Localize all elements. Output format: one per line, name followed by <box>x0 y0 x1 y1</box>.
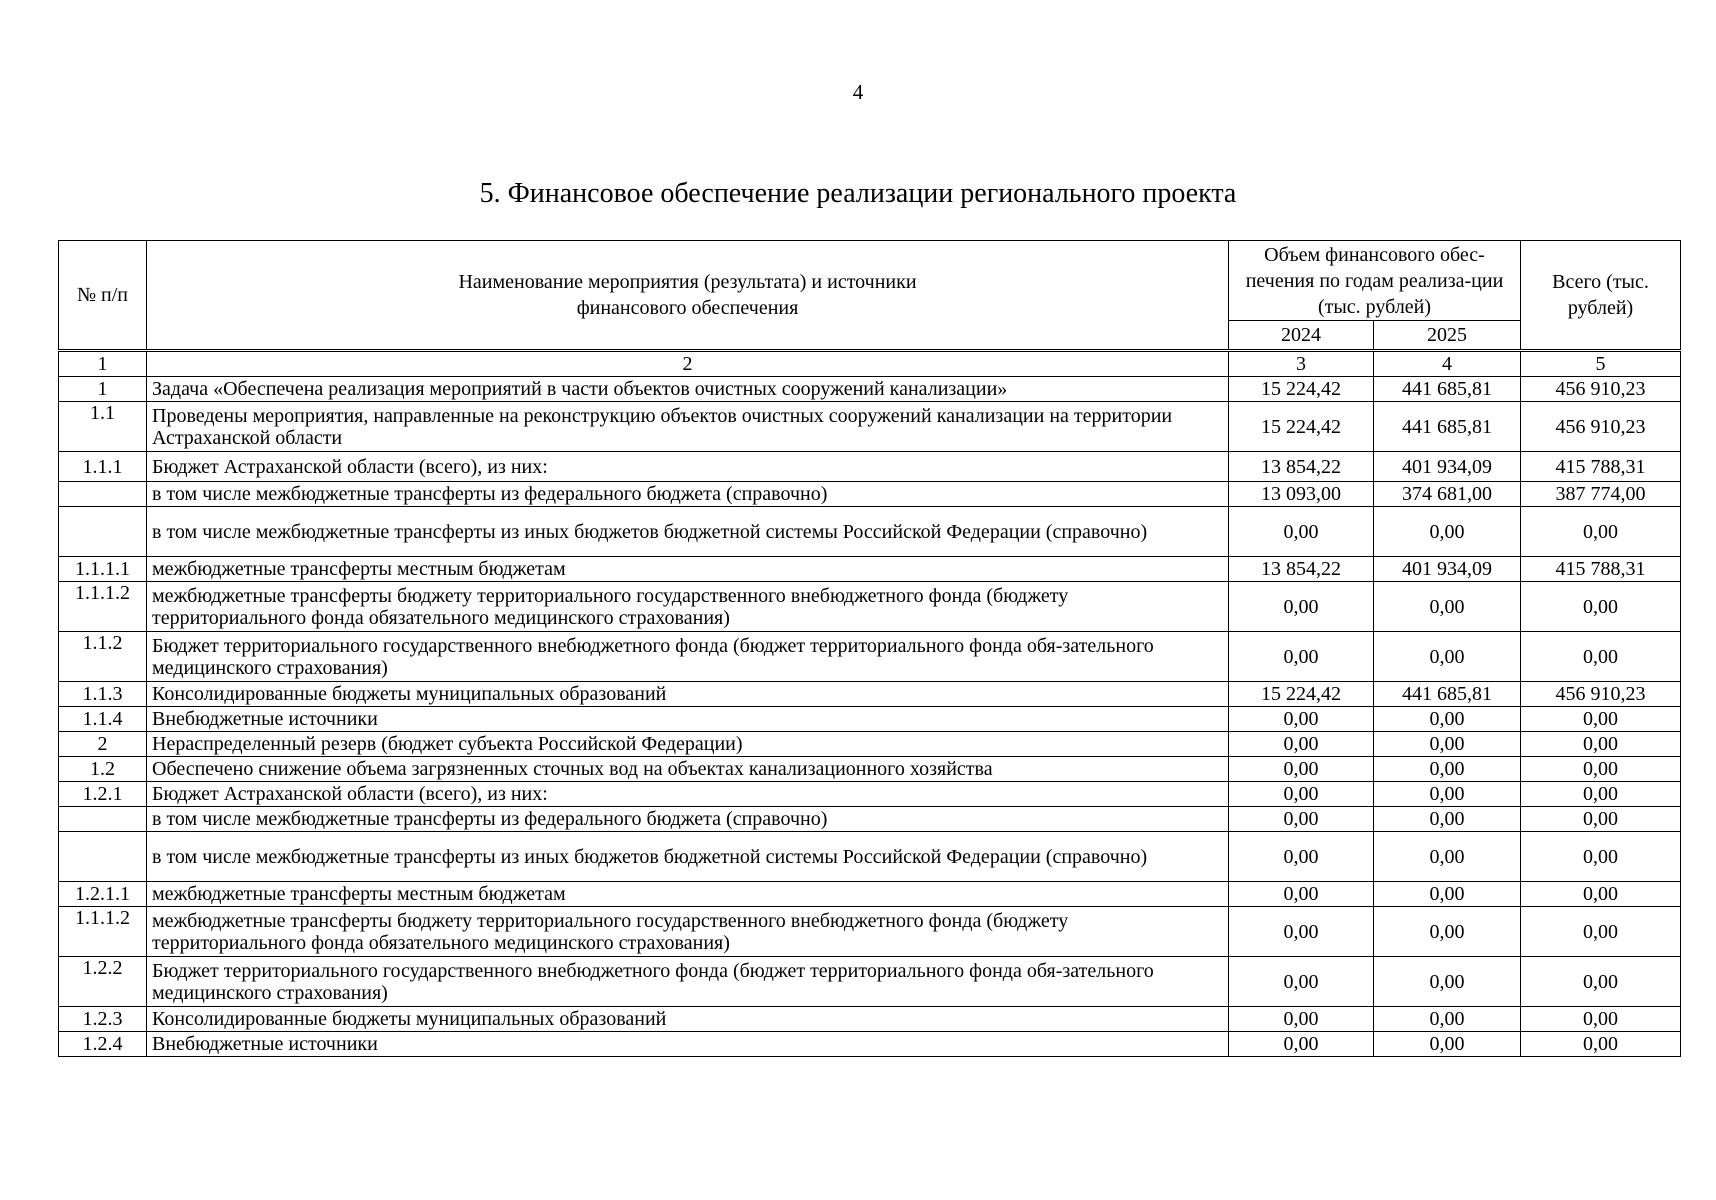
row-value-2025: 0,00 <box>1374 1032 1521 1057</box>
row-num: 1.1.1 <box>59 452 147 482</box>
row-value-2024: 13 854,22 <box>1229 452 1374 482</box>
row-total: 0,00 <box>1521 807 1681 832</box>
row-value-2024: 0,00 <box>1229 732 1374 757</box>
row-value-2024: 15 224,42 <box>1229 402 1374 452</box>
table-row <box>59 682 1681 707</box>
row-num: 1.1.1.2 <box>59 907 147 957</box>
row-value-2024: 15 224,42 <box>1229 682 1374 707</box>
row-value-2025: 0,00 <box>1374 832 1521 882</box>
row-name: Консолидированные бюджеты муниципальных образований <box>147 1007 1229 1032</box>
row-value-2025: 0,00 <box>1374 807 1521 832</box>
row-value-2024: 0,00 <box>1229 832 1374 882</box>
row-num: 1.1.1.2 <box>59 582 147 632</box>
row-value-2024: 0,00 <box>1229 1032 1374 1057</box>
row-total: 0,00 <box>1521 757 1681 782</box>
header-name-line1: Наименование мероприятия (результата) и источники <box>458 271 917 293</box>
row-num: 1.1.1.1 <box>59 557 147 582</box>
table-row <box>59 782 1681 807</box>
table-row <box>59 507 1681 557</box>
table-row <box>59 882 1681 907</box>
row-value-2025: 0,00 <box>1374 582 1521 632</box>
row-num <box>59 507 147 557</box>
header-total: Всего (тыс. рублей) <box>1521 241 1681 351</box>
row-num: 1.2.1 <box>59 782 147 807</box>
row-name: Бюджет территориального государственного внебюджетного фонда (бюджет территориального фонда обя-зательного медицинского страхования) <box>147 957 1229 1007</box>
row-total: 0,00 <box>1521 1007 1681 1032</box>
header-name-line2: финансового обеспечения <box>576 297 799 319</box>
header-year-2024: 2024 <box>1229 321 1374 351</box>
row-total: 0,00 <box>1521 882 1681 907</box>
row-total: 0,00 <box>1521 707 1681 732</box>
row-value-2025: 0,00 <box>1374 907 1521 957</box>
header-num: № п/п <box>59 241 147 351</box>
row-total: 0,00 <box>1521 582 1681 632</box>
row-value-2025: 0,00 <box>1374 782 1521 807</box>
row-total: 456 910,23 <box>1521 402 1681 452</box>
column-number: 3 <box>1229 351 1374 377</box>
row-value-2024: 0,00 <box>1229 632 1374 682</box>
row-total: 0,00 <box>1521 907 1681 957</box>
row-value-2025: 0,00 <box>1374 757 1521 782</box>
row-value-2025: 441 685,81 <box>1374 377 1521 402</box>
row-num: 1.1 <box>59 402 147 452</box>
row-value-2024: 0,00 <box>1229 707 1374 732</box>
row-total: 0,00 <box>1521 632 1681 682</box>
row-total: 456 910,23 <box>1521 682 1681 707</box>
row-value-2025: 0,00 <box>1374 1007 1521 1032</box>
row-num: 1.1.4 <box>59 707 147 732</box>
row-name: Бюджет территориального государственного внебюджетного фонда (бюджет территориального фонда обя-зательного медицинского страхования) <box>147 632 1229 682</box>
table-row <box>59 557 1681 582</box>
row-num: 1 <box>59 377 147 402</box>
table-row <box>59 377 1681 402</box>
row-num: 1.2.1.1 <box>59 882 147 907</box>
table-row <box>59 402 1681 452</box>
row-total: 415 788,31 <box>1521 557 1681 582</box>
row-value-2024: 15 224,42 <box>1229 377 1374 402</box>
row-value-2025: 0,00 <box>1374 732 1521 757</box>
row-num: 1.2 <box>59 757 147 782</box>
row-total: 0,00 <box>1521 832 1681 882</box>
row-name: Проведены мероприятия, направленные на реконструкцию объектов очистных сооружений канализации на территории Астраханской области <box>147 402 1229 452</box>
table-row <box>59 757 1681 782</box>
row-name: межбюджетные трансферты бюджету территориального государственного внебюджетного фонда (бюджету территориального фонда обязательного медицинского страхования) <box>147 907 1229 957</box>
table-row <box>59 482 1681 507</box>
row-value-2025: 441 685,81 <box>1374 682 1521 707</box>
table-row <box>59 1032 1681 1057</box>
row-value-2024: 13 093,00 <box>1229 482 1374 507</box>
row-num: 1.1.2 <box>59 632 147 682</box>
column-number: 4 <box>1374 351 1521 377</box>
row-num: 1.2.2 <box>59 957 147 1007</box>
row-num <box>59 807 147 832</box>
row-num: 1.2.4 <box>59 1032 147 1057</box>
row-num <box>59 482 147 507</box>
column-number: 1 <box>59 351 147 377</box>
row-value-2025: 441 685,81 <box>1374 402 1521 452</box>
row-name: Обеспечено снижение объема загрязненных сточных вод на объектах канализационного хозяйства <box>147 757 1229 782</box>
row-name: в том числе межбюджетные трансферты из федерального бюджета (справочно) <box>147 807 1229 832</box>
row-value-2025: 0,00 <box>1374 632 1521 682</box>
row-value-2025: 401 934,09 <box>1374 452 1521 482</box>
row-name: Задача «Обеспечена реализация мероприятий в части объектов очистных сооружений канализации» <box>147 377 1229 402</box>
row-name: межбюджетные трансферты местным бюджетам <box>147 557 1229 582</box>
financing-table <box>58 240 1681 1057</box>
row-value-2024: 0,00 <box>1229 807 1374 832</box>
row-total: 415 788,31 <box>1521 452 1681 482</box>
table-row <box>59 707 1681 732</box>
table-row <box>59 732 1681 757</box>
row-value-2025: 0,00 <box>1374 882 1521 907</box>
row-num: 2 <box>59 732 147 757</box>
table-row <box>59 957 1681 1007</box>
row-name: Нераспределенный резерв (бюджет субъекта Российской Федерации) <box>147 732 1229 757</box>
row-name: Бюджет Астраханской области (всего), из них: <box>147 452 1229 482</box>
row-value-2025: 0,00 <box>1374 707 1521 732</box>
row-name: Внебюджетные источники <box>147 1032 1229 1057</box>
row-value-2025: 374 681,00 <box>1374 482 1521 507</box>
header-name <box>147 241 1229 351</box>
header-volume: Объем финансового обес-печения по годам реализа-ции (тыс. рублей) <box>1229 241 1521 321</box>
row-name: в том числе межбюджетные трансферты из иных бюджетов бюджетной системы Российской Федерации (справочно) <box>147 507 1229 557</box>
column-number: 5 <box>1521 351 1681 377</box>
row-name: Бюджет Астраханской области (всего), из них: <box>147 782 1229 807</box>
header-year-2025: 2025 <box>1374 321 1521 351</box>
row-value-2024: 0,00 <box>1229 507 1374 557</box>
row-name: в том числе межбюджетные трансферты из иных бюджетов бюджетной системы Российской Федерации (справочно) <box>147 832 1229 882</box>
row-value-2025: 0,00 <box>1374 507 1521 557</box>
row-value-2024: 13 854,22 <box>1229 557 1374 582</box>
table-row <box>59 832 1681 882</box>
table-row <box>59 582 1681 632</box>
row-value-2024: 0,00 <box>1229 782 1374 807</box>
row-name: в том числе межбюджетные трансферты из федерального бюджета (справочно) <box>147 482 1229 507</box>
row-value-2025: 0,00 <box>1374 957 1521 1007</box>
row-total: 387 774,00 <box>1521 482 1681 507</box>
row-value-2024: 0,00 <box>1229 907 1374 957</box>
table-row <box>59 1007 1681 1032</box>
row-value-2024: 0,00 <box>1229 882 1374 907</box>
table-row <box>59 452 1681 482</box>
row-num <box>59 832 147 882</box>
row-value-2024: 0,00 <box>1229 757 1374 782</box>
row-total: 0,00 <box>1521 732 1681 757</box>
table-row <box>59 907 1681 957</box>
row-total: 0,00 <box>1521 957 1681 1007</box>
table-row <box>59 632 1681 682</box>
page-number: 4 <box>852 80 864 104</box>
row-num: 1.1.3 <box>59 682 147 707</box>
row-value-2024: 0,00 <box>1229 957 1374 1007</box>
column-numbers-row <box>59 351 1681 377</box>
row-name: межбюджетные трансферты местным бюджетам <box>147 882 1229 907</box>
table-row <box>59 807 1681 832</box>
row-value-2025: 401 934,09 <box>1374 557 1521 582</box>
row-name: Консолидированные бюджеты муниципальных образований <box>147 682 1229 707</box>
row-name: межбюджетные трансферты бюджету территориального государственного внебюджетного фонда (бюджету территориального фонда обязательного медицинского страхования) <box>147 582 1229 632</box>
row-total: 0,00 <box>1521 507 1681 557</box>
column-number: 2 <box>147 351 1229 377</box>
section-title: 5. Финансовое обеспечение реализации регионального проекта <box>479 178 1237 209</box>
row-value-2024: 0,00 <box>1229 582 1374 632</box>
row-value-2024: 0,00 <box>1229 1007 1374 1032</box>
row-total: 456 910,23 <box>1521 377 1681 402</box>
row-name: Внебюджетные источники <box>147 707 1229 732</box>
row-total: 0,00 <box>1521 1032 1681 1057</box>
row-total: 0,00 <box>1521 782 1681 807</box>
row-num: 1.2.3 <box>59 1007 147 1032</box>
